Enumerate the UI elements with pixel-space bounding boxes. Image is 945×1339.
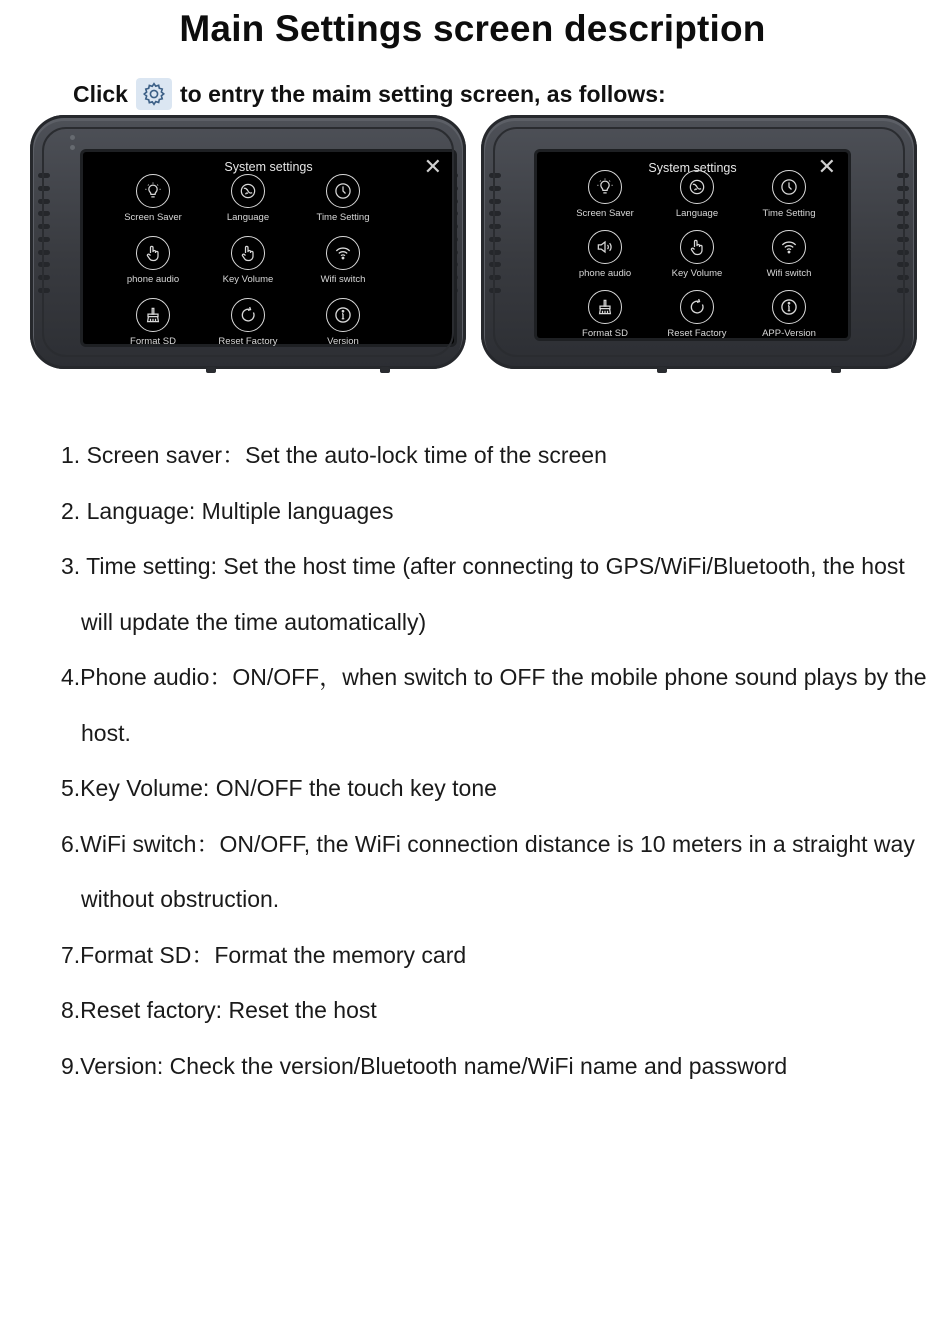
wifi-icon xyxy=(772,230,806,264)
hand-icon xyxy=(680,230,714,264)
language-icon xyxy=(231,174,265,208)
reset-icon xyxy=(231,298,265,332)
clock-icon xyxy=(326,174,360,208)
tile-screen-saver[interactable]: Screen Saver xyxy=(103,174,203,223)
clock-icon xyxy=(772,170,806,204)
reset-icon xyxy=(680,290,714,324)
grip-left xyxy=(38,173,50,293)
tile-format-sd[interactable]: Format SD xyxy=(103,298,203,347)
tile-phone-audio[interactable]: phone audio xyxy=(103,236,203,285)
tile-reset-factory[interactable]: Reset Factory xyxy=(647,290,747,339)
tile-app-version[interactable]: APP-Version xyxy=(739,290,839,339)
list-item: 2. Language: Multiple languages xyxy=(61,497,394,524)
tile-key-volume[interactable]: Key Volume xyxy=(647,230,747,279)
close-icon[interactable]: ✕ xyxy=(817,154,836,179)
tile-language[interactable]: Language xyxy=(198,174,298,223)
list-item: 1. Screen saver：Set the auto-lock time of the screen xyxy=(61,442,607,468)
info-icon xyxy=(772,290,806,324)
tile-time-setting[interactable]: Time Setting xyxy=(293,174,393,223)
tile-wifi-switch[interactable]: Wifi switch xyxy=(739,230,839,279)
speaker-icon xyxy=(588,230,622,264)
list-item: 9.Version: Check the version/Bluetooth name/WiFi name and password xyxy=(61,1052,788,1079)
wifi-icon xyxy=(326,236,360,270)
close-icon[interactable]: ✕ xyxy=(423,154,442,179)
hand-icon xyxy=(136,236,170,270)
bulb-icon xyxy=(136,174,170,208)
broom-icon xyxy=(588,290,622,324)
tile-time-setting[interactable]: Time Setting xyxy=(739,170,839,219)
broom-icon xyxy=(136,298,170,332)
tile-format-sd[interactable]: Format SD xyxy=(555,290,655,339)
screen-title: System settings xyxy=(224,160,313,174)
tile-screen-saver[interactable]: Screen Saver xyxy=(555,170,655,219)
tile-key-volume[interactable]: Key Volume xyxy=(198,236,298,285)
settings-screen xyxy=(537,152,848,338)
page-title: Main Settings screen description xyxy=(179,8,766,49)
device-image-left xyxy=(30,115,466,369)
language-icon xyxy=(680,170,714,204)
hand-icon xyxy=(231,236,265,270)
tile-phone-audio[interactable]: phone audio xyxy=(555,230,655,279)
list-item: 8.Reset factory: Reset the host xyxy=(61,997,377,1023)
intro-text-after: to entry the maim setting screen, as follows: xyxy=(179,80,666,107)
list-item: 5.Key Volume: ON/OFF the touch key tone xyxy=(61,775,497,801)
tile-reset-factory[interactable]: Reset Factory xyxy=(198,298,298,347)
grip-right xyxy=(897,173,909,293)
grip-left xyxy=(489,173,501,293)
settings-description-list xyxy=(61,428,941,1094)
bulb-icon xyxy=(588,170,622,204)
settings-screen xyxy=(83,152,454,347)
screen-title: System settings xyxy=(648,161,737,175)
gear-icon xyxy=(136,78,172,110)
info-icon xyxy=(326,298,360,332)
tile-language[interactable]: Language xyxy=(647,170,747,219)
list-item: 6.WiFi switch：ON/OFF, the WiFi connection distance is 10 meters in a straight way without obstruction. xyxy=(61,830,915,912)
tile-wifi-switch[interactable]: Wifi switch xyxy=(293,236,393,285)
intro-line xyxy=(73,76,666,112)
device-image-right xyxy=(481,115,917,369)
tile-version[interactable]: Version xyxy=(293,298,393,347)
list-item: 4.Phone audio：ON/OFF，when switch to OFF the mobile phone sound plays by the host. xyxy=(61,664,927,746)
list-item: 3. Time setting: Set the host time (after connecting to GPS/WiFi/Bluetooth, the host will update the time automatically) xyxy=(61,553,905,635)
intro-text-before: Click xyxy=(73,80,128,107)
list-item: 7.Format SD：Format the memory card xyxy=(61,941,467,968)
